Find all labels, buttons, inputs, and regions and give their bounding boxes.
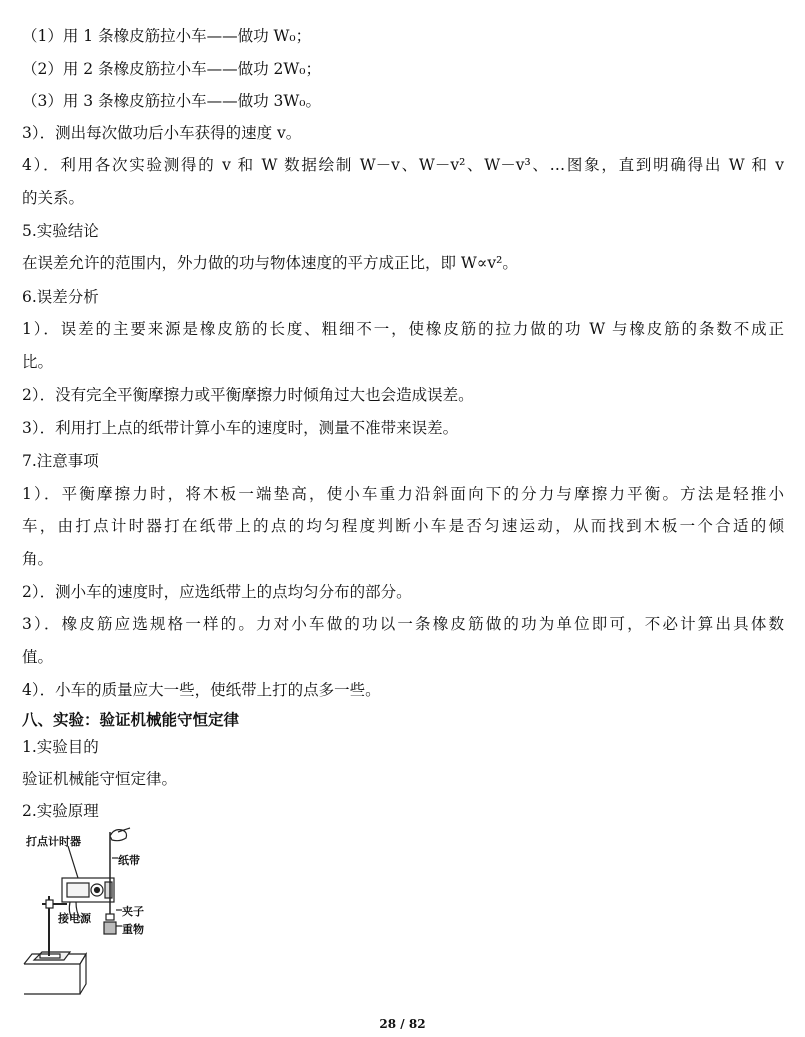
text-line-14: 验证机械能守恒定律。 xyxy=(22,770,178,788)
text-line-4: 3）．测出每次做功后小车获得的速度 v。 xyxy=(22,124,302,142)
text-line-9: 3）．利用打上点的纸带计算小车的速度时，测量不准带来误差。 xyxy=(22,419,459,437)
section-heading-7: 7.注意事项 xyxy=(22,452,99,470)
text-line-12a: 3）．橡皮筋应选规格一样的。力对小车做的功以一条橡皮筋做的功为单位即可，不必计算出具体数 xyxy=(22,615,784,633)
section-heading-8: 八、实验：验证机械能守恒定律 xyxy=(22,711,240,729)
text-line-7b: 比。 xyxy=(22,353,54,371)
section-heading-5: 5.实验结论 xyxy=(22,222,99,240)
text-line-1: （1）用 1 条橡皮筋拉小车——做功 W₀； xyxy=(22,27,312,45)
text-line-5b: 的关系。 xyxy=(22,189,85,207)
text-line-3: （3）用 3 条橡皮筋拉小车——做功 3W₀。 xyxy=(22,92,322,110)
section-heading-6: 6.误差分析 xyxy=(22,288,99,306)
apparatus-figure xyxy=(22,826,162,1006)
text-line-8: 2）．没有完全平衡摩擦力或平衡摩擦力时倾角过大也会造成误差。 xyxy=(22,386,474,404)
label-tape: 纸带 xyxy=(118,854,140,867)
subheading-8-1: 1.实验目的 xyxy=(22,738,99,756)
page-number: 28 / 82 xyxy=(379,1017,426,1031)
text-line-5a: 4）．利用各次实验测得的 v 和 W 数据绘制 W－v、W－v²、W－v³、…图象，直到明确得出 W 和 v xyxy=(22,156,784,174)
label-timer: 打点计时器 xyxy=(26,835,81,848)
text-line-12b: 值。 xyxy=(22,648,54,666)
text-line-11: 2）．测小车的速度时，应选纸带上的点均匀分布的部分。 xyxy=(22,583,412,601)
text-line-7a: 1）．误差的主要来源是橡皮筋的长度、粗细不一，使橡皮筋的拉力做的功 W 与橡皮筋的条数不成正 xyxy=(22,320,784,338)
text-line-10b: 车，由打点计时器打在纸带上的点的均匀程度判断小车是否匀速运动，从而找到木板一个合适的倾 xyxy=(22,517,784,535)
text-line-6: 在误差允许的范围内，外力做的功与物体速度的平方成正比，即 W∝v²。 xyxy=(22,254,518,272)
text-line-13: 4）．小车的质量应大一些，使纸带上打的点多一些。 xyxy=(22,681,381,699)
label-weight: 重物 xyxy=(122,923,144,936)
label-clip: 夹子 xyxy=(122,905,144,918)
text-line-2: （2）用 2 条橡皮筋拉小车——做功 2W₀； xyxy=(22,60,322,78)
subheading-8-2: 2.实验原理 xyxy=(22,802,99,820)
text-line-10a: 1）．平衡摩擦力时，将木板一端垫高，使小车重力沿斜面向下的分力与摩擦力平衡。方法是轻推小 xyxy=(22,485,784,503)
text-line-10c: 角。 xyxy=(22,550,54,568)
label-power: 接电源 xyxy=(58,912,91,925)
